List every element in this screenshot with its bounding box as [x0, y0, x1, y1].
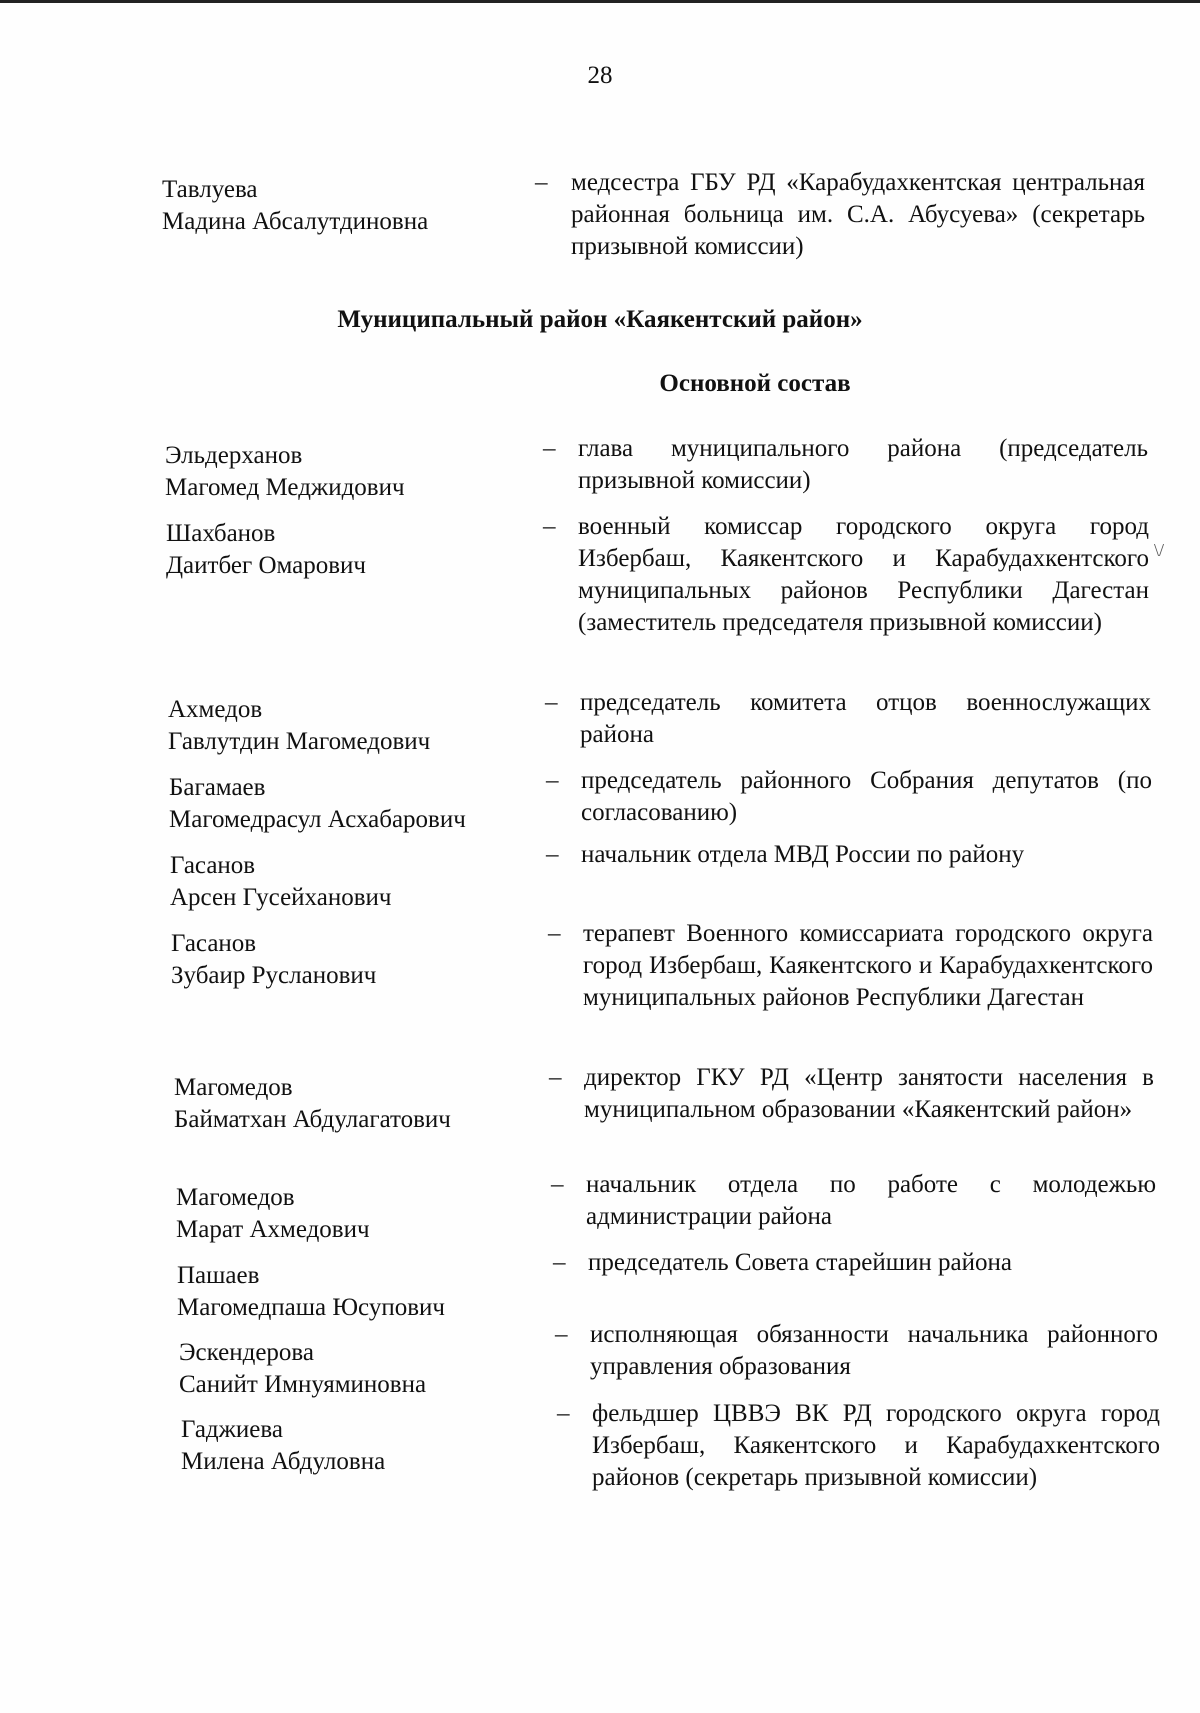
given-name: Магомедрасул Асхабарович: [169, 806, 466, 833]
dash: –: [557, 1400, 570, 1427]
member-name: [176, 1182, 370, 1246]
member-name: [177, 1260, 445, 1324]
role-description: председатель Совета старейшин района: [588, 1249, 1012, 1276]
role-description: начальник отдела МВД России по району: [581, 841, 1025, 868]
dash: –: [543, 435, 556, 462]
dash: –: [553, 1249, 566, 1276]
dash: –: [546, 841, 559, 868]
dash: –: [548, 920, 561, 947]
surname: Магомедов: [176, 1184, 295, 1211]
surname: Гасанов: [171, 930, 257, 957]
dash: –: [535, 169, 548, 196]
given-name: Даитбег Омарович: [166, 552, 366, 579]
member-name: [181, 1414, 385, 1478]
person-name: [162, 174, 428, 238]
surname: Тавлуева: [162, 176, 258, 203]
role-description: председатель комитета отцов военнослужащих района: [580, 689, 1151, 748]
top-border-line: [0, 0, 1200, 3]
member-name: [170, 850, 391, 914]
role-description: терапевт Военного комиссариата городского округа город Избербаш, Каякентского и Карабудахкентского муниципальных районов Республики Дагестан: [583, 920, 1153, 1011]
surname: Багамаев: [169, 774, 266, 801]
member-name: [174, 1072, 451, 1136]
surname: Эскендерова: [179, 1339, 314, 1366]
dash: –: [546, 767, 559, 794]
dash: –: [545, 689, 558, 716]
dash: –: [555, 1321, 568, 1348]
given-name: Гавлутдин Магомедович: [168, 728, 431, 755]
role-description: фельдшер ЦВВЭ ВК РД городского округа город Избербаш, Каякентского и Карабудахкентского районов (секретарь призывной комиссии): [592, 1400, 1160, 1491]
page-number: 28: [587, 62, 613, 89]
surname: Шахбанов: [166, 520, 276, 547]
role-description: медсестра ГБУ РД «Карабудахкентская центральная районная больница им. С.А. Абусуева» (секретарь призывной комиссии): [571, 169, 1145, 260]
dash: –: [549, 1064, 562, 1091]
surname: Ахмедов: [168, 696, 263, 723]
section-title: Основной состав: [659, 370, 851, 397]
role-description: исполняющая обязанности начальника районного управления образования: [590, 1321, 1158, 1380]
surname: Пашаев: [177, 1262, 260, 1289]
district-title: Муниципальный район «Каякентский район»: [337, 306, 863, 333]
given-name: Магомед Меджидович: [165, 474, 405, 501]
surname: Эльдерханов: [165, 442, 303, 469]
handwritten-check-mark: \/: [1154, 540, 1165, 560]
member-name: [165, 440, 405, 504]
member-name: [169, 772, 466, 836]
role-description: военный комиссар городского округа город Избербаш, Каякентского и Карабудахкентского муниципальных районов Республики Дагестан (заместитель председателя призывной комиссии): [578, 513, 1149, 636]
role-description: директор ГКУ РД «Центр занятости населения в муниципальном образовании «Каякентский район»: [584, 1064, 1154, 1123]
given-name: Мадина Абсалутдиновна: [162, 208, 429, 235]
given-name: Байматхан Абдулагатович: [174, 1106, 451, 1133]
member-name: [179, 1337, 426, 1401]
given-name: Зубаир Русланович: [171, 962, 377, 989]
member-name: [171, 928, 376, 992]
member-name: [166, 518, 366, 582]
given-name: Марат Ахмедович: [176, 1216, 370, 1243]
given-name: Магомедпаша Юсупович: [177, 1294, 445, 1321]
dash: –: [551, 1171, 564, 1198]
surname: Гаджиева: [181, 1416, 283, 1443]
dash: –: [543, 513, 556, 540]
given-name: Арсен Гусейханович: [170, 884, 392, 911]
member-name: [168, 694, 430, 758]
given-name: Санийт Имнуяминовна: [179, 1371, 427, 1398]
surname: Гасанов: [170, 852, 256, 879]
given-name: Милена Абдуловна: [181, 1448, 386, 1475]
role-description: глава муниципального района (председатель призывной комиссии): [578, 435, 1148, 494]
surname: Магомедов: [174, 1074, 293, 1101]
role-description: председатель районного Собрания депутатов (по согласованию): [581, 767, 1152, 826]
role-description: начальник отдела по работе с молодежью администрации района: [586, 1171, 1156, 1230]
